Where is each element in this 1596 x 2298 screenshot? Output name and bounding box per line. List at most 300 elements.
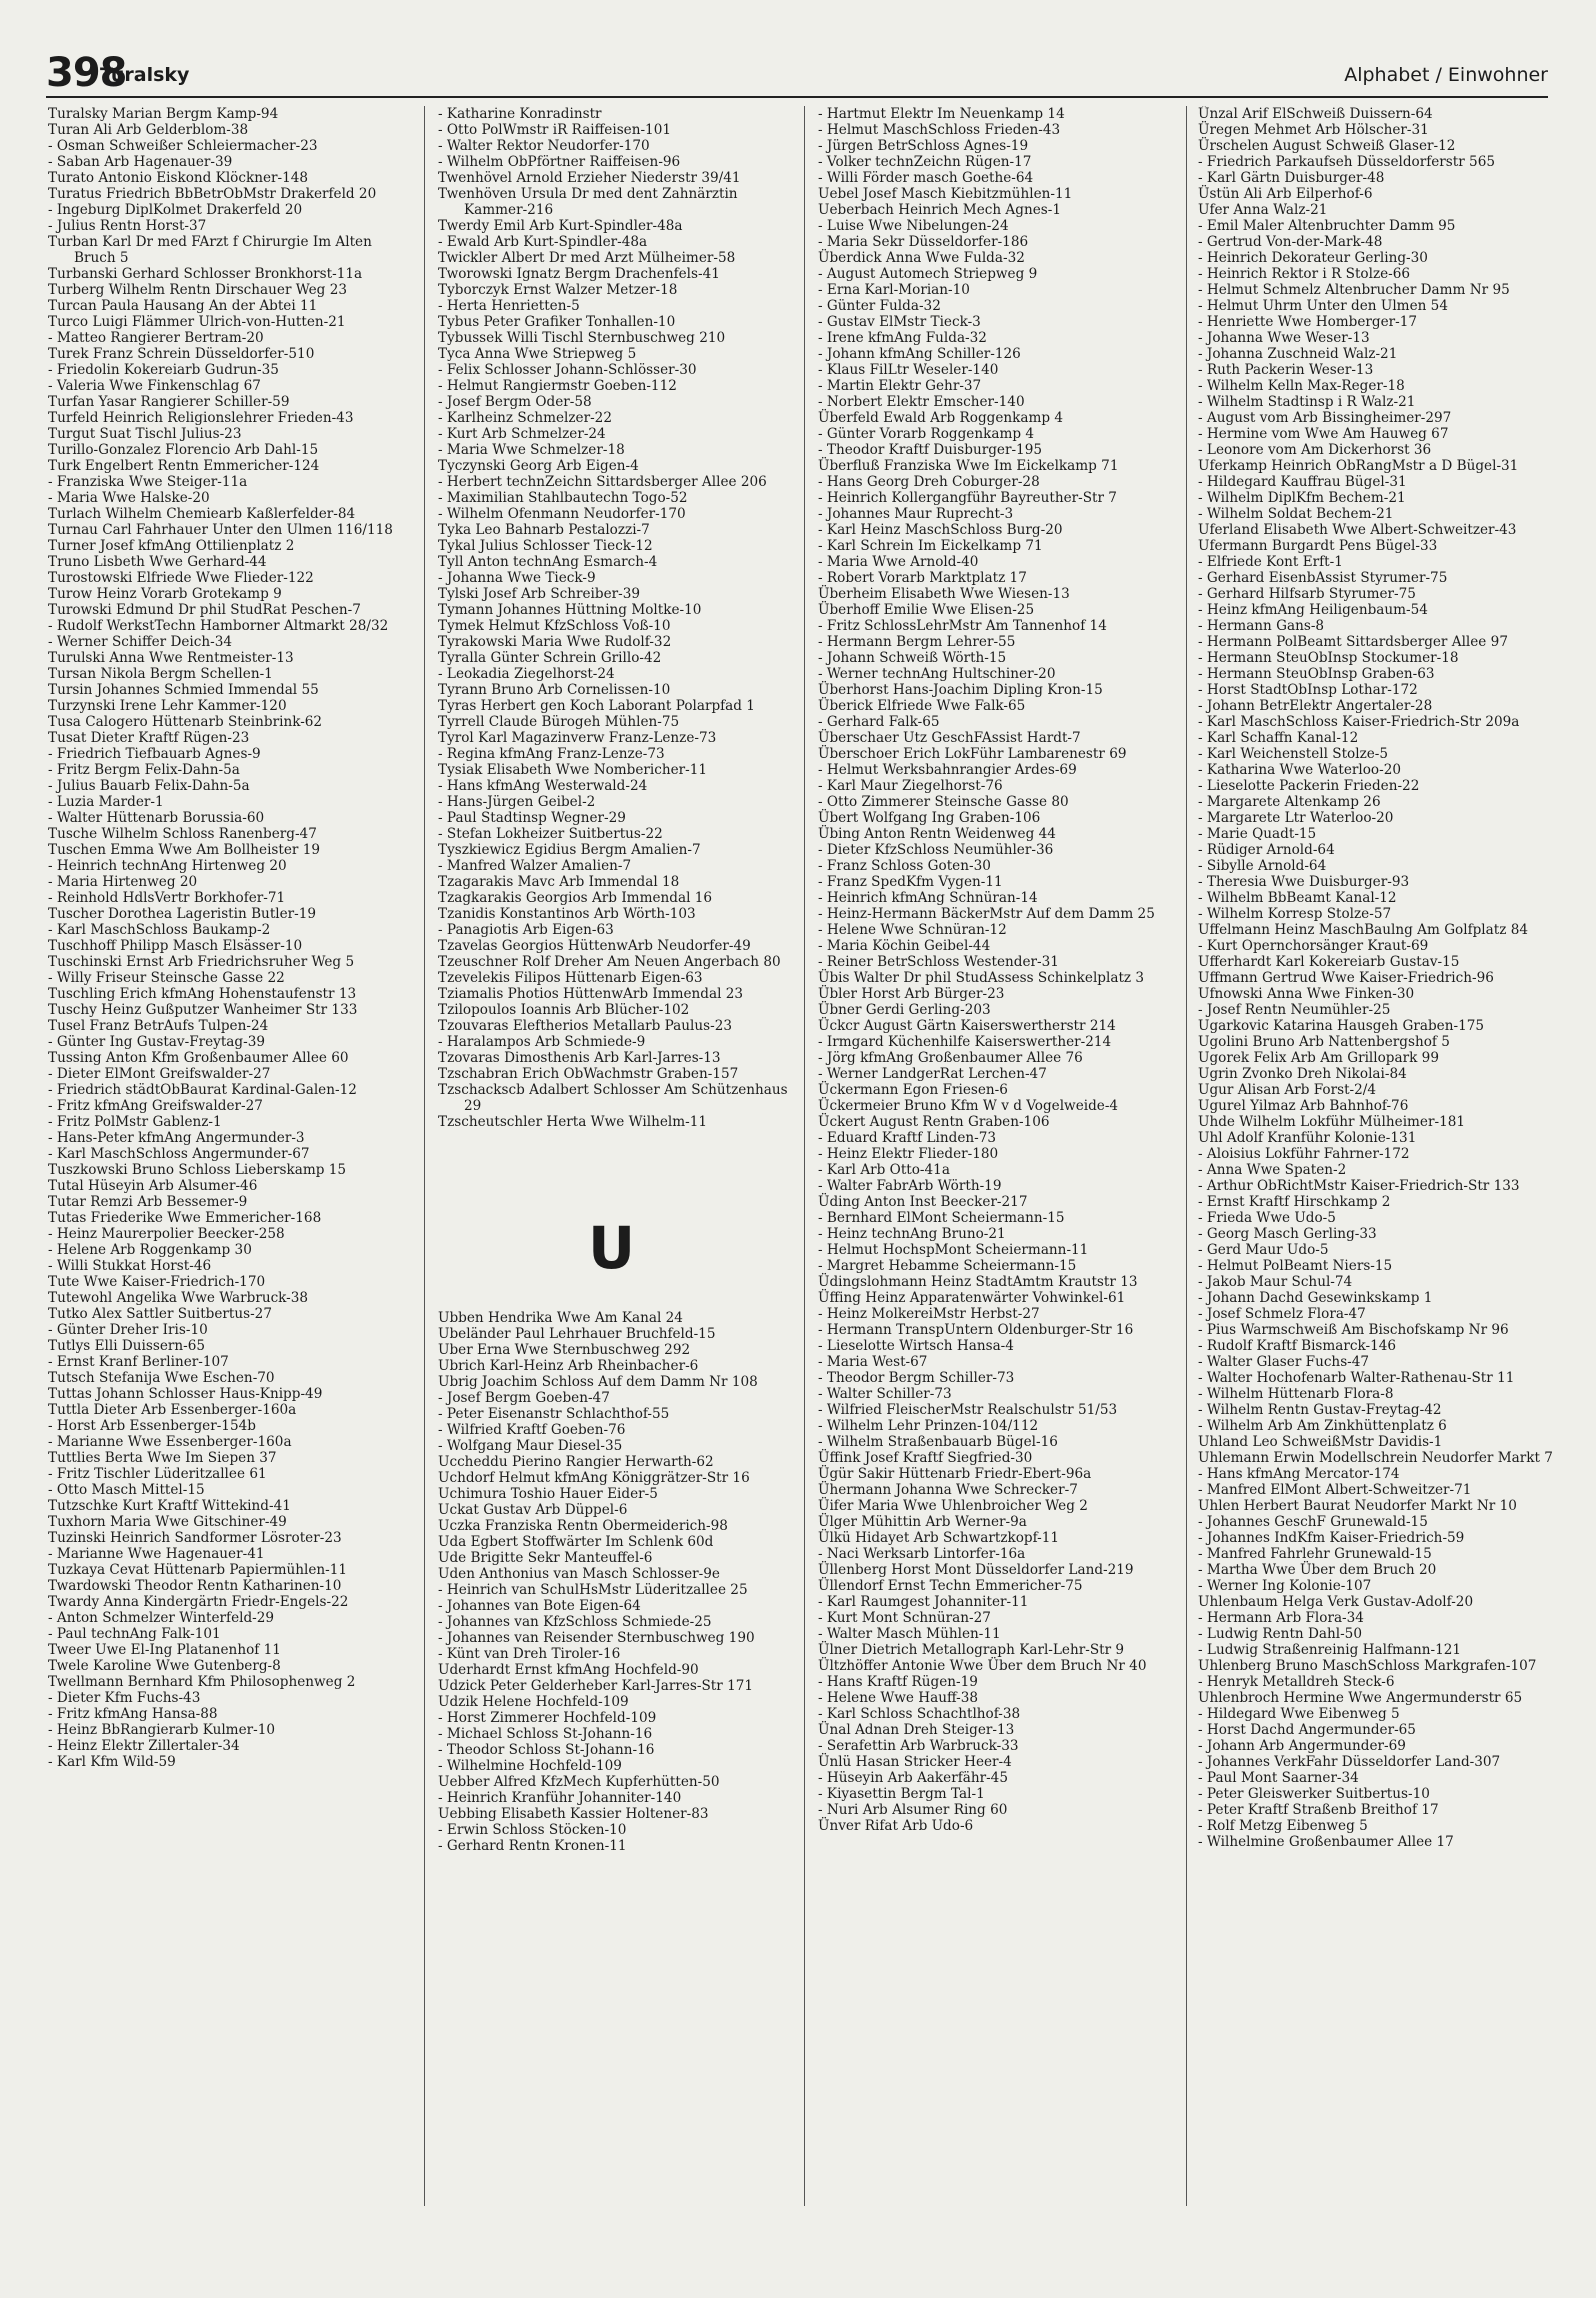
directory-entry: Turow Heinz Vorarb Grotekamp 9: [48, 586, 282, 602]
directory-entry: - Erwin Schloss Stöcken-10: [438, 1822, 627, 1838]
directory-entry: - Heinrich van SchulHsMstr Lüderitzallee 25: [438, 1582, 748, 1598]
directory-entry: - Jörg kfmAng Großenbaumer Allee 76: [818, 1050, 1083, 1066]
directory-entry: Üregen Mehmet Arb Hölscher-31: [1198, 122, 1429, 138]
directory-entry: Tussing Anton Kfm Großenbaumer Allee 60: [48, 1050, 349, 1066]
directory-entry: Tutar Remzi Arb Bessemer-9: [48, 1194, 248, 1210]
directory-entry: Uhde Wilhelm Lokführ Mülheimer-181: [1198, 1114, 1466, 1130]
directory-entry: - Maria Köchin Geibel-44: [818, 938, 991, 954]
directory-entry: - Jürgen BetrSchloss Agnes-19: [818, 138, 1029, 154]
directory-entry: Turk Engelbert Rentn Emmericher-124: [48, 458, 320, 474]
directory-entry: - Dieter Kfm Fuchs-43: [48, 1690, 201, 1706]
directory-entry: - Wilhelm Lehr Prinzen-104/112: [818, 1418, 1039, 1434]
directory-entry: - Matteo Rangierer Bertram-20: [48, 330, 264, 346]
directory-entry: - Günter Ing Gustav-Freytag-39: [48, 1034, 266, 1050]
page-number: 398: [46, 50, 127, 96]
directory-entry: Tutzschke Kurt Kraftf Wittekind-41: [48, 1498, 291, 1514]
directory-entry: - Werner Schiffer Deich-34: [48, 634, 233, 650]
directory-entry: - Valeria Wwe Finkenschlag 67: [48, 378, 261, 394]
directory-entry: - Horst Zimmerer Hochfeld-109: [438, 1710, 657, 1726]
directory-entry: Uber Erna Wwe Sternbuschweg 292: [438, 1342, 691, 1358]
directory-entry: - Fritz kfmAng Greifswalder-27: [48, 1098, 263, 1114]
directory-entry: Ückcr August Gärtn Kaiserswertherstr 214: [818, 1018, 1116, 1034]
directory-entry: Tursin Johannes Schmied Immendal 55: [48, 682, 319, 698]
directory-entry: - Theresia Wwe Duisburger-93: [1198, 874, 1410, 890]
directory-entry: Uchdorf Helmut kfmAng Königgrätzer-Str 16: [438, 1470, 750, 1486]
directory-entry: - Johannes van KfzSchloss Schmiede-25: [438, 1614, 712, 1630]
directory-entry: - Horst Arb Essenberger-154b: [48, 1418, 256, 1434]
running-head: Turalsky: [100, 64, 190, 86]
directory-entry: - Johannes van Bote Eigen-64: [438, 1598, 641, 1614]
directory-entry: Turek Franz Schrein Düsseldorfer-510: [48, 346, 315, 362]
directory-entry: - Fritz kfmAng Hansa-88: [48, 1706, 218, 1722]
directory-entry: - Walter Rektor Neudorfer-170: [438, 138, 650, 154]
directory-entry: Üstün Ali Arb Eilperhof-6: [1198, 186, 1373, 202]
directory-entry: - Serafettin Arb Warbruck-33: [818, 1738, 1019, 1754]
column-divider: [1186, 106, 1187, 2206]
directory-entry: - Hermine vom Wwe Am Hauweg 67: [1198, 426, 1449, 442]
directory-entry: Überdick Anna Wwe Fulda-32: [818, 250, 1025, 266]
directory-entry: - Johann Arb Angermunder-69: [1198, 1738, 1406, 1754]
directory-entry: - Dieter KfzSchloss Neumühler-36: [818, 842, 1054, 858]
directory-entry: Uffmann Gertrud Wwe Kaiser-Friedrich-96: [1198, 970, 1494, 986]
directory-entry: Ufnowski Anna Wwe Finken-30: [1198, 986, 1415, 1002]
directory-entry: - Gerhard Rentn Kronen-11: [438, 1838, 627, 1854]
directory-entry: Tziamalis Photios HüttenwArb Immendal 23: [438, 986, 744, 1002]
directory-entry: Twele Karoline Wwe Gutenberg-8: [48, 1658, 281, 1674]
directory-entry: Ückermeier Bruno Kfm W v d Vogelweide-4: [818, 1098, 1119, 1114]
directory-entry: Tusat Dieter Kraftf Rügen-23: [48, 730, 250, 746]
directory-entry: Tyralla Günter Schrein Grillo-42: [438, 650, 662, 666]
directory-entry: - Wilhelmine Hochfeld-109: [438, 1758, 622, 1774]
directory-entry: - Julius Bauarb Felix-Dahn-5a: [48, 778, 250, 794]
directory-entry: - Helmut Rangiermstr Goeben-112: [438, 378, 677, 394]
directory-entry: - Luise Wwe Nibelungen-24: [818, 218, 1009, 234]
directory-entry: - Hildegard Wwe Eibenweg 5: [1198, 1706, 1400, 1722]
directory-entry: - Karl Maur Ziegelhorst-76: [818, 778, 1003, 794]
directory-entry: - Katharina Wwe Waterloo-20: [1198, 762, 1402, 778]
directory-entry: - Karl Arb Otto-41a: [818, 1162, 950, 1178]
directory-entry: Tysiak Elisabeth Wwe Nombericher-11: [438, 762, 708, 778]
directory-entry: - Theodor Schloss St-Johann-16: [438, 1742, 655, 1758]
directory-entry: - Reinhold HdlsVertr Borkhofer-71: [48, 890, 286, 906]
directory-entry: - Osman Schweißer Schleiermacher-23: [48, 138, 318, 154]
directory-entry: - Walter Schiller-73: [818, 1386, 952, 1402]
directory-entry: - Gustav ElMstr Tieck-3: [818, 314, 981, 330]
directory-entry: Tzschackscb Adalbert Schlosser Am Schützenhaus 29: [438, 1082, 788, 1114]
directory-entry: - Karl Weichenstell Stolze-5: [1198, 746, 1389, 762]
directory-entry: - Rolf Metzg Eibenweg 5: [1198, 1818, 1368, 1834]
directory-entry: - Willy Friseur Steinsche Gasse 22: [48, 970, 285, 986]
directory-entry: Uchimura Toshio Hauer Eider-5: [438, 1486, 658, 1502]
directory-entry: Turalsky Marian Bergm Kamp-94: [48, 106, 279, 122]
directory-entry: - Heinz Elektr Zillertaler-34: [48, 1738, 240, 1754]
directory-entry: Tybus Peter Grafiker Tonhallen-10: [438, 314, 676, 330]
directory-entry: - Irmgard Küchenhilfe Kaiserswerther-214: [818, 1034, 1112, 1050]
directory-entry: - Johann Dachd Gesewinkskamp 1: [1198, 1290, 1433, 1306]
directory-entry: Tyrakowski Maria Wwe Rudolf-32: [438, 634, 672, 650]
directory-entry: Überfluß Franziska Wwe Im Eickelkamp 71: [818, 458, 1119, 474]
page-header: [46, 50, 1548, 98]
directory-entry: - Heinz kfmAng Heiligenbaum-54: [1198, 602, 1428, 618]
directory-entry: Tylski Josef Arb Schreiber-39: [438, 586, 641, 602]
directory-entry: - Herta Henrietten-5: [438, 298, 580, 314]
directory-entry: Turzynski Irene Lehr Kammer-120: [48, 698, 287, 714]
directory-entry: Tutsch Stefanija Wwe Eschen-70: [48, 1370, 275, 1386]
directory-entry: - Robert Vorarb Marktplatz 17: [818, 570, 1027, 586]
directory-entry: - Karl Gärtn Duisburger-48: [1198, 170, 1385, 186]
directory-entry: - Horst StadtObInsp Lothar-172: [1198, 682, 1418, 698]
directory-entry: - Wilhelm Arb Am Zinkhüttenplatz 6: [1198, 1418, 1447, 1434]
directory-entry: - Karl MaschSchloss Baukamp-2: [48, 922, 271, 938]
directory-entry: - Kurt Mont Schnüran-27: [818, 1610, 991, 1626]
directory-entry: - Ludwig Rentn Dahl-50: [1198, 1626, 1362, 1642]
directory-entry: - Wilhelm Straßenbauarb Bügel-16: [818, 1434, 1058, 1450]
directory-entry: - Otto Masch Mittel-15: [48, 1482, 205, 1498]
directory-entry: - Maria Wwe Arnold-40: [818, 554, 979, 570]
directory-entry: Twellmann Bernhard Kfm Philosophenweg 2: [48, 1674, 356, 1690]
directory-entry: Ültzhöffer Antonie Wwe Über dem Bruch Nr 40: [818, 1658, 1147, 1674]
directory-entry: - Henryk Metalldreh Steck-6: [1198, 1674, 1395, 1690]
directory-entry: - Arthur ObRichtMstr Kaiser-Friedrich-Str 133: [1198, 1178, 1520, 1194]
directory-entry: - Franz SpedKfm Vygen-11: [818, 874, 1003, 890]
directory-entry: - Johannes GeschF Grunewald-15: [1198, 1514, 1428, 1530]
directory-entry: Tyrol Karl Magazinverw Franz-Lenze-73: [438, 730, 717, 746]
directory-entry: - Manfred Walzer Amalien-7: [438, 858, 632, 874]
directory-entry: - Walter Hüttenarb Borussia-60: [48, 810, 265, 826]
directory-entry: - Heinz technAng Bruno-21: [818, 1226, 1006, 1242]
directory-entry: Überschaer Utz GeschFAssist Hardt-7: [818, 730, 1081, 746]
directory-entry: Überhoff Emilie Wwe Elisen-25: [818, 602, 1035, 618]
directory-entry: - Peter Eisenanstr Schlachthof-55: [438, 1406, 670, 1422]
directory-entry: - Johann kfmAng Schiller-126: [818, 346, 1021, 362]
directory-entry: - Maria West-67: [818, 1354, 928, 1370]
directory-entry: Ückert August Rentn Graben-106: [818, 1114, 1050, 1130]
directory-entry: Tyczynski Georg Arb Eigen-4: [438, 458, 639, 474]
directory-entry: - Hermann SteuObInsp Graben-63: [1198, 666, 1435, 682]
directory-entry: Tyll Anton technAng Esmarch-4: [438, 554, 658, 570]
section-letter: U: [588, 1214, 636, 1282]
directory-entry: - Helmut PolBeamt Niers-15: [1198, 1258, 1393, 1274]
directory-entry: - Wilhelm ObPförtner Raiffeisen-96: [438, 154, 681, 170]
directory-entry: Üllendorf Ernst Techn Emmericher-75: [818, 1578, 1083, 1594]
directory-entry: - Margarete Altenkamp 26: [1198, 794, 1381, 810]
directory-entry: - Otto Zimmerer Steinsche Gasse 80: [818, 794, 1069, 810]
directory-entry: - Wilhelm DiplKfm Bechem-21: [1198, 490, 1406, 506]
directory-entry: - Josef Bergm Goeben-47: [438, 1390, 610, 1406]
directory-entry: Tzavelas Georgios HüttenwArb Neudorfer-49: [438, 938, 751, 954]
directory-entry: - Helmut Uhrm Unter den Ulmen 54: [1198, 298, 1448, 314]
directory-entry: - Helene Arb Roggenkamp 30: [48, 1242, 252, 1258]
directory-entry: - Heinrich kfmAng Schnüran-14: [818, 890, 1038, 906]
directory-entry: - Hermann PolBeamt Sittardsberger Allee 97: [1198, 634, 1508, 650]
directory-entry: - Naci Werksarb Lintorfer-16a: [818, 1546, 1026, 1562]
directory-entry: Ünal Adnan Dreh Steiger-13: [818, 1722, 1015, 1738]
directory-entry: - Johanna Wwe Tieck-9: [438, 570, 596, 586]
directory-entry: - Helene Wwe Hauff-38: [818, 1690, 979, 1706]
directory-entry: - Hans-Peter kfmAng Angermunder-3: [48, 1130, 305, 1146]
directory-entry: - Volker technZeichn Rügen-17: [818, 154, 1032, 170]
directory-entry: Ubrich Karl-Heinz Arb Rheinbacher-6: [438, 1358, 699, 1374]
directory-entry: Uebbing Elisabeth Kassier Holtener-83: [438, 1806, 709, 1822]
directory-entry: Turban Karl Dr med FArzt f Chirurgie Im Alten Bruch 5: [48, 234, 372, 266]
directory-entry: Turgut Suat Tischl Julius-23: [48, 426, 242, 442]
directory-entry: - Willi Förder masch Goethe-64: [818, 170, 1034, 186]
directory-entry: Ugur Alisan Arb Forst-2/4: [1198, 1082, 1377, 1098]
directory-entry: - Felix Schlosser Johann-Schlösser-30: [438, 362, 697, 378]
directory-entry: Turostowski Elfriede Wwe Flieder-122: [48, 570, 314, 586]
directory-entry: - Panagiotis Arb Eigen-63: [438, 922, 614, 938]
directory-entry: - Rudolf Kraftf Bismarck-146: [1198, 1338, 1397, 1354]
directory-entry: - Peter Gleiswerker Suitbertus-10: [1198, 1786, 1430, 1802]
directory-entry: - Wilhelm Soldat Bechem-21: [1198, 506, 1394, 522]
directory-entry: Uhlen Herbert Baurat Neudorfer Markt Nr 10: [1198, 1498, 1517, 1514]
directory-entry: Tymek Helmut KfzSchloss Voß-10: [438, 618, 671, 634]
directory-entry: Übler Horst Arb Bürger-23: [818, 986, 1005, 1002]
directory-entry: Tyszkiewicz Egidius Bergm Amalien-7: [438, 842, 701, 858]
directory-entry: Üifer Maria Wwe Uhlenbroicher Weg 2: [818, 1498, 1088, 1514]
directory-entry: - Gertrud Von-der-Mark-48: [1198, 234, 1383, 250]
directory-entry: - Heinz BbRangierarb Kulmer-10: [48, 1722, 275, 1738]
directory-entry: Ubeländer Paul Lehrhauer Bruchfeld-15: [438, 1326, 716, 1342]
directory-entry: - Michael Schloss St-Johann-16: [438, 1726, 653, 1742]
directory-entry: - Elfriede Kont Erft-1: [1198, 554, 1343, 570]
directory-entry: - Karl Raumgest Johanniter-11: [818, 1594, 1029, 1610]
directory-entry: - Irene kfmAng Fulda-32: [818, 330, 987, 346]
directory-entry: Uebel Josef Masch Kiebitzmühlen-11: [818, 186, 1073, 202]
directory-entry: - Karl Schaffn Kanal-12: [1198, 730, 1359, 746]
directory-entry: Tutal Hüseyin Arb Alsumer-46: [48, 1178, 258, 1194]
directory-entry: Ünver Rifat Arb Udo-6: [818, 1818, 974, 1834]
directory-entry: - Emil Maler Altenbruchter Damm 95: [1198, 218, 1456, 234]
directory-entry: - Wilhelm Kelln Max-Reger-18: [1198, 378, 1405, 394]
directory-entry: - Heinrich Dekorateur Gerling-30: [1198, 250, 1428, 266]
directory-entry: - Franz Schloss Goten-30: [818, 858, 991, 874]
directory-entry: Turberg Wilhelm Rentn Dirschauer Weg 23: [48, 282, 347, 298]
directory-entry: Tutko Alex Sattler Suitbertus-27: [48, 1306, 272, 1322]
directory-entry: - Heinrich Kollergangführ Bayreuther-Str 7: [818, 490, 1117, 506]
directory-entry: - Reiner BetrSchloss Westender-31: [818, 954, 1059, 970]
directory-entry: Ugorek Felix Arb Am Grillopark 99: [1198, 1050, 1439, 1066]
directory-entry: - Johannes Maur Ruprecht-3: [818, 506, 1014, 522]
directory-entry: - Josef Schmelz Flora-47: [1198, 1306, 1366, 1322]
directory-entry: - Heinz MolkereiMstr Herbst-27: [818, 1306, 1040, 1322]
directory-entry: - Günter Fulda-32: [818, 298, 941, 314]
directory-entry: Tuxhorn Maria Wwe Gitschiner-49: [48, 1514, 287, 1530]
column-divider: [424, 106, 425, 2206]
directory-entry: - Fritz Tischler Lüderitzallee 61: [48, 1466, 267, 1482]
directory-entry: Ügür Sakir Hüttenarb Friedr-Ebert-96a: [818, 1466, 1092, 1482]
directory-entry: - Helmut Schmelz Altenbrucher Damm Nr 95: [1198, 282, 1510, 298]
directory-entry: - Franziska Wwe Steiger-11a: [48, 474, 248, 490]
directory-entry: Ubrig Joachim Schloss Auf dem Damm Nr 108: [438, 1374, 758, 1390]
directory-entry: - Norbert Elektr Emscher-140: [818, 394, 1025, 410]
directory-entry: - August Automech Striepweg 9: [818, 266, 1038, 282]
directory-entry: Tuttas Johann Schlosser Haus-Knipp-49: [48, 1386, 323, 1402]
directory-entry: Ürschelen August Schweiß Glaser-12: [1198, 138, 1456, 154]
directory-entry: - Manfred Fahrlehr Grunewald-15: [1198, 1546, 1432, 1562]
directory-entry: - Werner technAng Hultschiner-20: [818, 666, 1056, 682]
directory-entry: Tuttlies Berta Wwe Im Siepen 37: [48, 1450, 277, 1466]
directory-entry: - Rüdiger Arnold-64: [1198, 842, 1335, 858]
directory-entry: - Fritz Bergm Felix-Dahn-5a: [48, 762, 240, 778]
directory-entry: - Leokadia Ziegelhorst-24: [438, 666, 615, 682]
directory-entry: Ugarkovic Katarina Hausgeh Graben-175: [1198, 1018, 1485, 1034]
directory-entry: Tyras Herbert gen Koch Laborant Polarpfad 1: [438, 698, 755, 714]
directory-entry: - Kurt Opernchorsänger Kraut-69: [1198, 938, 1429, 954]
directory-entry: - Otto PolWmstr iR Raiffeisen-101: [438, 122, 672, 138]
directory-entry: - Wilfried Kraftf Goeben-76: [438, 1422, 626, 1438]
directory-entry: - Pius Warmschweiß Am Bischofskamp Nr 96: [1198, 1322, 1509, 1338]
directory-entry: Uderhardt Ernst kfmAng Hochfeld-90: [438, 1662, 699, 1678]
directory-entry: Uckat Gustav Arb Düppel-6: [438, 1502, 628, 1518]
directory-entry: Uccheddu Pierino Rangier Herwarth-62: [438, 1454, 714, 1470]
directory-entry: - Hans kfmAng Westerwald-24: [438, 778, 648, 794]
directory-entry: - Ruth Packerin Weser-13: [1198, 362, 1374, 378]
directory-entry: Turbanski Gerhard Schlosser Bronkhorst-11a: [48, 266, 363, 282]
directory-entry: Turato Antonio Eiskond Klöckner-148: [48, 170, 309, 186]
directory-entry: - Gerhard EisenbAssist Styrumer-75: [1198, 570, 1448, 586]
directory-entry: Tuzkaya Cevat Hüttenarb Papiermühlen-11: [48, 1562, 348, 1578]
directory-entry: - Manfred ElMont Albert-Schweitzer-71: [1198, 1482, 1472, 1498]
directory-entry: - Heinz Maurerpolier Beecker-258: [48, 1226, 285, 1242]
directory-entry: Tzagarakis Mavc Arb Immendal 18: [438, 874, 680, 890]
directory-entry: - Kiyasettin Bergm Tal-1: [818, 1786, 985, 1802]
directory-entry: Uebber Alfred KfzMech Kupferhütten-50: [438, 1774, 720, 1790]
directory-entry: Udzik Helene Hochfeld-109: [438, 1694, 629, 1710]
directory-entry: - Walter Glaser Fuchs-47: [1198, 1354, 1370, 1370]
directory-entry: - Walter Hochofenarb Walter-Rathenau-Str 11: [1198, 1370, 1515, 1386]
directory-entry: - Martha Wwe Über dem Bruch 20: [1198, 1562, 1437, 1578]
directory-entry: - Maria Wwe Halske-20: [48, 490, 210, 506]
directory-entry: Turco Luigi Flämmer Ulrich-von-Hutten-21: [48, 314, 346, 330]
directory-entry: Tuschen Emma Wwe Am Bollheister 19: [48, 842, 321, 858]
directory-entry: Ülger Mühittin Arb Werner-9a: [818, 1514, 1027, 1530]
directory-entry: - Gerhard Falk-65: [818, 714, 940, 730]
directory-entry: Ückermann Egon Friesen-6: [818, 1082, 1008, 1098]
directory-entry: - Johann BetrElektr Angertaler-28: [1198, 698, 1433, 714]
directory-entry: Tuttla Dieter Arb Essenberger-160a: [48, 1402, 297, 1418]
directory-entry: - Saban Arb Hagenauer-39: [48, 154, 233, 170]
directory-entry: Twerdy Emil Arb Kurt-Spindler-48a: [438, 218, 683, 234]
directory-entry: Überick Elfriede Wwe Falk-65: [818, 698, 1026, 714]
directory-entry: Tworowski Ignatz Bergm Drachenfels-41: [438, 266, 720, 282]
directory-entry: - Friedolin Kokereiarb Gudrun-35: [48, 362, 279, 378]
directory-entry: - Theodor Kraftf Duisburger-195: [818, 442, 1042, 458]
directory-entry: Turfan Yasar Rangierer Schiller-59: [48, 394, 290, 410]
directory-entry: Ugrin Zvonko Dreh Nikolai-84: [1198, 1066, 1407, 1082]
directory-entry: - Frieda Wwe Udo-5: [1198, 1210, 1336, 1226]
directory-entry: Turowski Edmund Dr phil StudRat Peschen-7: [48, 602, 361, 618]
directory-entry: Tybussek Willi Tischl Sternbuschweg 210: [438, 330, 726, 346]
directory-entry: - Hans Kraftf Rügen-19: [818, 1674, 978, 1690]
directory-entry: - Haralampos Arb Schmiede-9: [438, 1034, 646, 1050]
directory-entry: - Horst Dachd Angermunder-65: [1198, 1722, 1416, 1738]
directory-entry: - Wilhelm Hüttenarb Flora-8: [1198, 1386, 1394, 1402]
directory-entry: Tzilopoulos Ioannis Arb Blücher-102: [438, 1002, 690, 1018]
directory-entry: - Luzia Marder-1: [48, 794, 164, 810]
directory-entry: - Johannes VerkFahr Düsseldorfer Land-307: [1198, 1754, 1501, 1770]
directory-entry: Ugurel Yilmaz Arb Bahnhof-76: [1198, 1098, 1409, 1114]
directory-entry: - Aloisius Lokführ Fahrner-172: [1198, 1146, 1410, 1162]
directory-entry: - Helmut HochspMont Scheiermann-11: [818, 1242, 1089, 1258]
directory-entry: - Paul technAng Falk-101: [48, 1626, 221, 1642]
directory-entry: Turan Ali Arb Gelderblom-38: [48, 122, 249, 138]
directory-entry: Tutas Friederike Wwe Emmericher-168: [48, 1210, 322, 1226]
directory-entry: - Bernhard ElMont Scheiermann-15: [818, 1210, 1065, 1226]
directory-entry: - Margarete Ltr Waterloo-20: [1198, 810, 1394, 826]
directory-entry: - Maria Sekr Düsseldorfer-186: [818, 234, 1029, 250]
directory-entry: - Walter FabrArb Wörth-19: [818, 1178, 1002, 1194]
directory-entry: - Hermann Gans-8: [1198, 618, 1325, 634]
directory-entry: Tymann Johannes Hüttning Moltke-10: [438, 602, 702, 618]
directory-entry: - Wilhelm Rentn Gustav-Freytag-42: [1198, 1402, 1442, 1418]
directory-entry: - Gerd Maur Udo-5: [1198, 1242, 1329, 1258]
directory-entry: - Helmut MaschSchloss Frieden-43: [818, 122, 1061, 138]
directory-entry: Tzschabran Erich ObWachmstr Graben-157: [438, 1066, 739, 1082]
directory-entry: - Ingeburg DiplKolmet Drakerfeld 20: [48, 202, 303, 218]
directory-entry: - Klaus FilLtr Weseler-140: [818, 362, 999, 378]
directory-entry: Überheim Elisabeth Wwe Wiesen-13: [818, 586, 1070, 602]
directory-entry: - Sibylle Arnold-64: [1198, 858, 1327, 874]
directory-entry: - Friedrich Tiefbauarb Agnes-9: [48, 746, 261, 762]
directory-entry: Ude Brigitte Sekr Manteuffel-6: [438, 1550, 653, 1566]
directory-entry: Tuscher Dorothea Lageristin Butler-19: [48, 906, 317, 922]
directory-entry: - Wilhelm BbBeamt Kanal-12: [1198, 890, 1397, 906]
directory-entry: Tzanidis Konstantinos Arb Wörth-103: [438, 906, 696, 922]
directory-entry: - Hartmut Elektr Im Neuenkamp 14: [818, 106, 1065, 122]
directory-entry: - Wolfgang Maur Diesel-35: [438, 1438, 623, 1454]
directory-entry: Twenhöven Ursula Dr med dent Zahnärztin Kammer-216: [438, 186, 738, 218]
directory-entry: Uhlemann Erwin Modellschrein Neudorfer Markt 7: [1198, 1450, 1553, 1466]
directory-entry: - Marianne Wwe Hagenauer-41: [48, 1546, 265, 1562]
directory-entry: - Hüseyin Arb Aakerfähr-45: [818, 1770, 1008, 1786]
directory-entry: - Johannes van Reisender Sternbuschweg 190: [438, 1630, 755, 1646]
directory-entry: Uczka Franziska Rentn Obermeiderich-98: [438, 1518, 728, 1534]
directory-entry: Ufferhardt Karl Kokereiarb Gustav-15: [1198, 954, 1460, 970]
directory-entry: Üdingslohmann Heinz StadtAmtm Krautstr 13: [818, 1274, 1138, 1290]
directory-entry: Tyborczyk Ernst Walzer Metzer-18: [438, 282, 678, 298]
directory-entry: - Wilhelm Stadtinsp i R Walz-21: [1198, 394, 1416, 410]
directory-entry: - Wilfried FleischerMstr Realschulstr 51/53: [818, 1402, 1118, 1418]
directory-entry: - Walter Masch Mühlen-11: [818, 1626, 1001, 1642]
directory-entry: - Karl Schloss Schachtlhof-38: [818, 1706, 1021, 1722]
directory-entry: - Werner Ing Kolonie-107: [1198, 1578, 1372, 1594]
directory-entry: Uhlenberg Bruno MaschSchloss Markgrafen-107: [1198, 1658, 1537, 1674]
directory-entry: Turillo-Gonzalez Florencio Arb Dahl-15: [48, 442, 319, 458]
directory-entry: Turatus Friedrich BbBetrObMstr Drakerfeld 20: [48, 186, 377, 202]
directory-entry: - Hans Georg Dreh Coburger-28: [818, 474, 1040, 490]
column-1: [48, 106, 403, 2274]
directory-entry: - Günter Dreher Iris-10: [48, 1322, 208, 1338]
directory-entry: - Eduard Kraftf Linden-73: [818, 1130, 997, 1146]
directory-entry: Tzagkarakis Georgios Arb Immendal 16: [438, 890, 713, 906]
directory-entry: Tuschhoff Philipp Masch Elsässer-10: [48, 938, 303, 954]
directory-entry: - Karl Schrein Im Eickelkamp 71: [818, 538, 1043, 554]
directory-entry: - Lieselotte Wirtsch Hansa-4: [818, 1338, 1014, 1354]
directory-entry: - Marianne Wwe Essenberger-160a: [48, 1434, 292, 1450]
directory-entry: - Maximilian Stahlbautechn Togo-52: [438, 490, 688, 506]
section-title: Alphabet / Einwohner: [1344, 64, 1548, 86]
directory-entry: - Wilhelmine Großenbaumer Allee 17: [1198, 1834, 1454, 1850]
directory-entry: Tzouvaras Eleftherios Metallarb Paulus-23: [438, 1018, 733, 1034]
directory-entry: - Jakob Maur Schul-74: [1198, 1274, 1353, 1290]
directory-entry: - Paul Mont Saarner-34: [1198, 1770, 1359, 1786]
directory-entry: Tzovaras Dimosthenis Arb Karl-Jarres-13: [438, 1050, 721, 1066]
directory-entry: Übing Anton Rentn Weidenweg 44: [818, 826, 1056, 842]
directory-entry: - Hildegard Kauffrau Bügel-31: [1198, 474, 1407, 490]
directory-entry: Ülner Dietrich Metallograph Karl-Lehr-Str 9: [818, 1642, 1125, 1658]
directory-entry: - Künt van Dreh Tiroler-16: [438, 1646, 621, 1662]
